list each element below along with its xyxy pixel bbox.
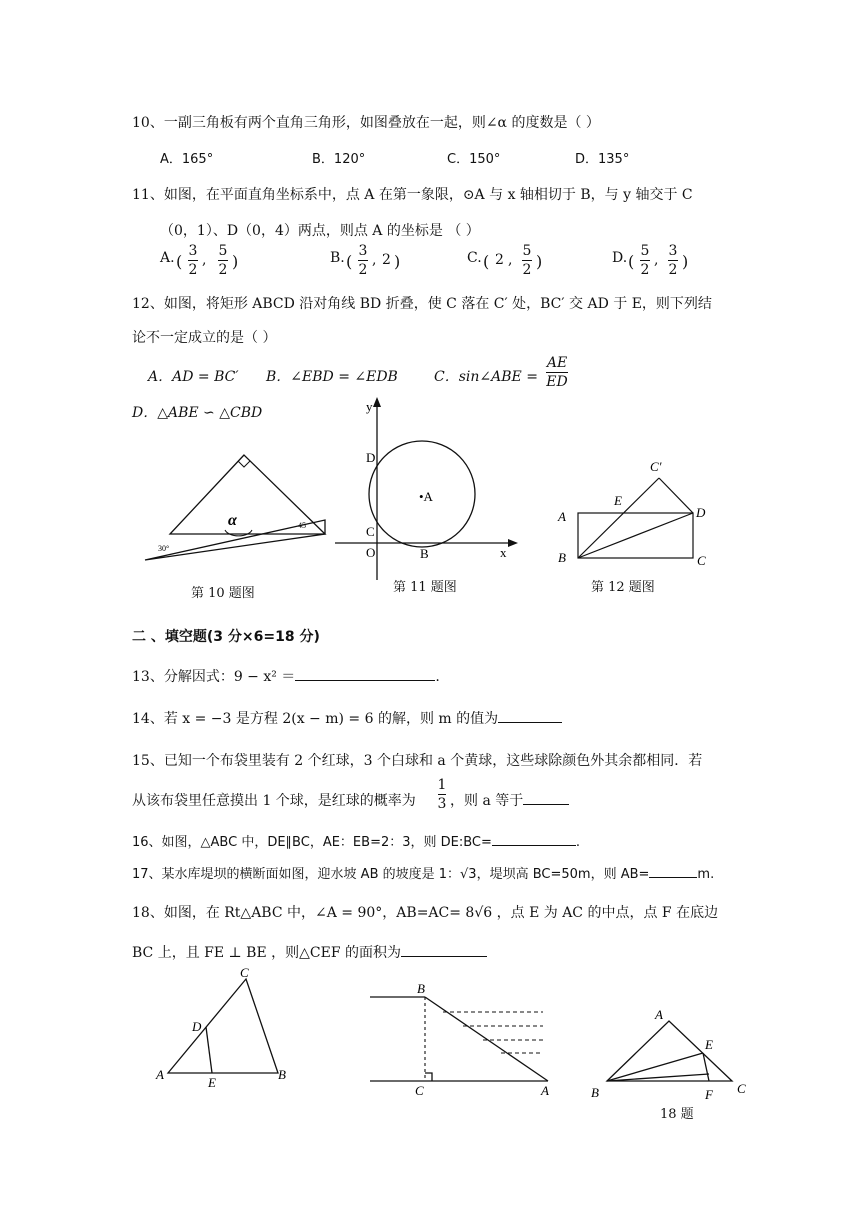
- fig17-label-b: B: [417, 981, 425, 996]
- fig12-diagonal-bd: [578, 513, 693, 558]
- fig11-label-x: x: [500, 545, 507, 560]
- q16-text: 16、如图，△ABC 中，DE∥BC，AE：EB=2：3，则 DE:BC=: [132, 835, 492, 850]
- q14: [132, 708, 562, 728]
- fig16-label-e: E: [208, 1075, 216, 1090]
- fig17-label-a: A: [541, 1083, 549, 1098]
- fig12-line-bc-prime: [578, 478, 659, 558]
- fig11-label-c: C: [366, 524, 375, 539]
- fig18-label-f: F: [705, 1087, 713, 1102]
- q10-option-b: B．120°: [312, 152, 366, 167]
- q13-answer-blank[interactable]: [295, 666, 435, 681]
- q11-line2: （0，1）、D（0，4）两点，则点 A 的坐标是 （ ）: [160, 223, 480, 239]
- fig10-alpha-arc: [225, 530, 252, 536]
- fig11-label-o: O: [366, 545, 376, 560]
- fig12-line-c-prime-d: [659, 478, 693, 513]
- fig12-label-d: D: [696, 505, 706, 520]
- q15-line2a: 从该布袋里任意摸出 1 个球，是红球的概率为: [132, 793, 416, 809]
- q12-option-c-fraction: AE ED: [546, 355, 568, 390]
- fig10-alpha-label: α: [228, 512, 237, 529]
- q17: [132, 863, 714, 882]
- q12-line1: 12、如图，将矩形 ABCD 沿对角线 BD 折叠，使 C 落在 C′ 处，BC′ 交 AD 于 E，则下列结: [132, 296, 712, 312]
- q18-answer-blank[interactable]: [401, 942, 487, 957]
- q13-text: 13、分解因式：9 − x² ＝: [132, 669, 296, 685]
- q14-answer-blank[interactable]: [498, 708, 562, 723]
- fig16-label-d: D: [192, 1019, 202, 1034]
- fig18-label-c: C: [737, 1081, 746, 1096]
- q10-text: 10、一副三角板有两个直角三角形，如图叠放在一起，则∠α 的度数是（ ）: [132, 115, 600, 131]
- fig16-label-c: C: [240, 965, 249, 980]
- fig11-label-a: •A: [419, 489, 433, 504]
- fig12-label-b: B: [558, 550, 566, 565]
- fig18-caption: 18 题: [660, 1107, 694, 1122]
- fig11-label-b: B: [420, 546, 429, 561]
- figure-12: [550, 455, 720, 575]
- fig12-label-a: A: [558, 509, 566, 524]
- q12-option-d: D．△ABE ∽ △CBD: [132, 405, 263, 421]
- fig18-label-b: B: [591, 1085, 599, 1100]
- fig17-slope-ab: [425, 997, 548, 1081]
- fig18-segment-bf: [607, 1074, 709, 1081]
- fig11-label-y: y: [366, 399, 373, 414]
- q15-line2b-text: ，则 a 等于: [450, 793, 524, 809]
- section-2-heading: 二 、填空题(3 分×6=18 分): [132, 629, 320, 645]
- q14-text: 14、若 x = −3 是方程 2(x − m) = 6 的解，则 m 的值为: [132, 711, 499, 727]
- q17-text: 17、某水库堤坝的横断面如图，迎水坡 AB 的坡度是 1：√3，堤坝高 BC=50m，则 AB=: [132, 867, 650, 882]
- fig10-caption: 第 10 题图: [191, 586, 255, 601]
- q12-option-c: C．sin∠ABE =: [434, 369, 538, 385]
- q18: [132, 942, 487, 962]
- fig11-label-d: D: [366, 450, 376, 465]
- fig10-angle-45-label: 45: [298, 521, 306, 530]
- fig12-label-e: E: [614, 493, 622, 508]
- fig11-y-arrow: [373, 397, 381, 407]
- q15-fraction: 1 3: [437, 777, 447, 812]
- fig12-caption: 第 12 题图: [591, 580, 655, 595]
- fig17-water-lines: [443, 1012, 543, 1053]
- q12-option-a: A．AD = BC′: [148, 369, 239, 385]
- q16-answer-blank[interactable]: [492, 831, 576, 846]
- figure-10: [140, 450, 340, 570]
- fig16-triangle: [168, 979, 278, 1073]
- figure-17: [365, 980, 560, 1100]
- q17-end: m.: [697, 867, 715, 882]
- fig18-segment-ef: [703, 1053, 709, 1081]
- q16: [132, 831, 580, 850]
- q16-end: .: [575, 835, 581, 850]
- fig10-right-angle-mark: [238, 461, 250, 467]
- figure-16: [150, 965, 300, 1090]
- q18-line2: BC 上，且 FE ⊥ BE ，则△CEF 的面积为: [132, 945, 401, 961]
- q10-option-d: D．135°: [575, 152, 630, 167]
- q17-answer-blank[interactable]: [649, 863, 697, 878]
- q15-answer-blank[interactable]: [523, 790, 569, 805]
- fig12-label-c-prime: C′: [650, 459, 662, 474]
- fig16-segment-de: [206, 1027, 212, 1073]
- fig16-label-b: B: [278, 1067, 286, 1082]
- fig18-label-a: A: [655, 1007, 663, 1022]
- q15-line2b: [450, 790, 569, 810]
- fig18-label-e: E: [705, 1037, 713, 1052]
- fig17-label-c: C: [415, 1083, 424, 1098]
- q12-option-b: B．∠EBD = ∠EDB: [266, 369, 398, 385]
- q13-end: .: [435, 669, 440, 685]
- fig16-label-a: A: [156, 1067, 164, 1082]
- fig17-right-angle-mark: [425, 1073, 432, 1081]
- fig12-label-c: C: [697, 553, 706, 568]
- fig18-triangle: [607, 1021, 732, 1081]
- q13: [132, 666, 440, 686]
- fig11-x-arrow: [508, 539, 518, 547]
- q11-line1: 11、如图，在平面直角坐标系中，点 A 在第一象限，⊙A 与 x 轴相切于 B，与 y 轴交于 C: [132, 187, 693, 203]
- q15-line1: 15、已知一个布袋里装有 2 个红球，3 个白球和 a 个黄球，这些球除颜色外其余都相同．若: [132, 753, 703, 769]
- fig11-caption: 第 11 题图: [393, 580, 457, 595]
- q12-line2: 论不一定成立的是（ ）: [132, 330, 277, 346]
- q10-option-a: A．165°: [160, 152, 214, 167]
- fig10-angle-30-label: 30°: [158, 544, 170, 553]
- q10-option-c: C．150°: [447, 152, 501, 167]
- figure-11: [330, 395, 520, 585]
- figure-18: [585, 1005, 755, 1100]
- q18-line1: 18、如图，在 Rt△ABC 中，∠A = 90°，AB=AC= 8√6 ，点 E 为 AC 的中点，点 F 在底边: [132, 905, 719, 921]
